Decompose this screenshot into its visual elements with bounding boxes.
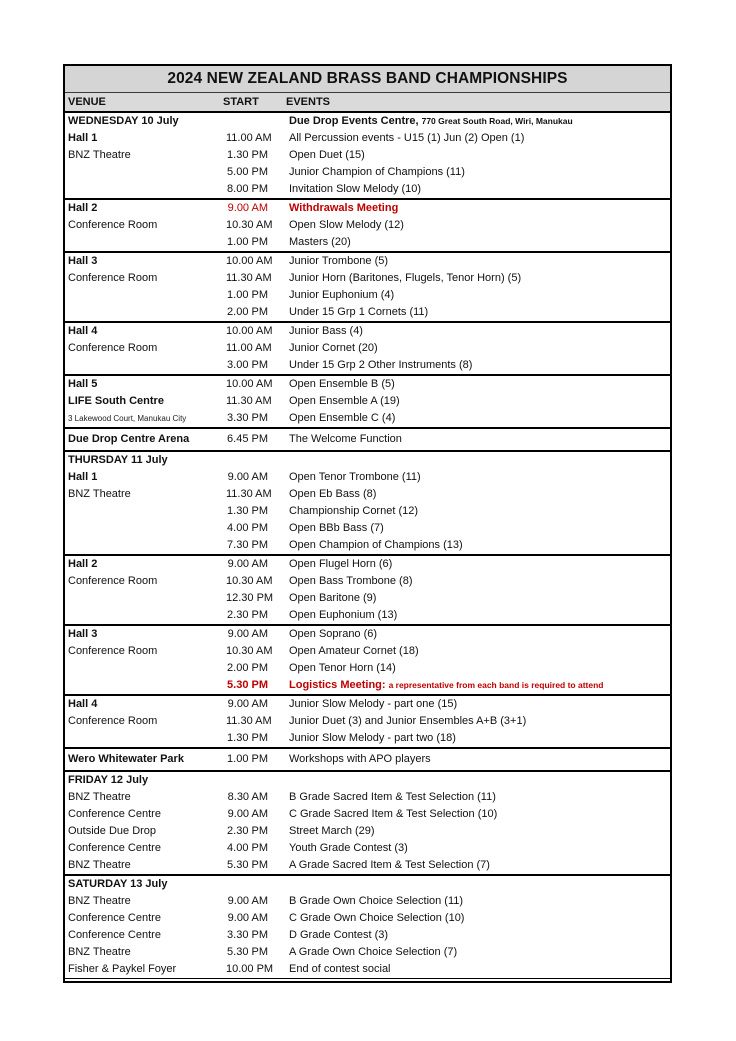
event-text: Street March (29) xyxy=(289,825,375,837)
start-time-cell: 9.00 AM xyxy=(227,202,268,214)
schedule-row xyxy=(65,696,670,713)
event-text: Open Amateur Cornet (18) xyxy=(289,645,419,657)
start-time-cell: 3.30 PM xyxy=(227,929,268,941)
start-time-cell: 9.00 AM xyxy=(227,471,268,483)
event-cell xyxy=(268,287,670,304)
schedule-row xyxy=(65,340,670,357)
event-cell xyxy=(268,520,670,537)
schedule-row xyxy=(65,253,670,270)
schedule-row xyxy=(65,304,670,321)
schedule-row xyxy=(65,270,670,287)
start-time-cell: 8.00 PM xyxy=(227,183,268,195)
start-time-cell: 9.00 AM xyxy=(227,698,268,710)
event-cell xyxy=(268,469,670,486)
schedule-row xyxy=(65,431,670,448)
schedule-row xyxy=(65,660,670,677)
schedule-row xyxy=(65,130,670,147)
event-text: B Grade Sacred Item & Test Selection (11) xyxy=(289,791,496,803)
event-cell xyxy=(268,823,670,840)
event-text: Open Duet (15) xyxy=(289,149,365,161)
schedule-section xyxy=(65,113,670,200)
event-text: Workshops with APO players xyxy=(289,753,431,765)
event-text: Masters (20) xyxy=(289,236,351,248)
event-text: Junior Bass (4) xyxy=(289,325,363,337)
schedule-row xyxy=(65,113,670,130)
event-text: Open Ensemble B (5) xyxy=(289,378,395,390)
event-cell xyxy=(268,840,670,857)
start-time-cell: 12.30 PM xyxy=(226,592,274,604)
schedule-row xyxy=(65,323,670,340)
start-time-cell: 9.00 AM xyxy=(227,808,268,820)
event-text: A Grade Own Choice Selection (7) xyxy=(289,946,458,958)
schedule-row xyxy=(65,944,670,961)
venue-cell: Conference Room xyxy=(68,575,158,587)
venue-cell: Conference Centre xyxy=(68,842,161,854)
schedule-row xyxy=(65,376,670,393)
event-cell xyxy=(268,893,670,910)
start-time-cell: 10.30 AM xyxy=(226,219,273,231)
start-time-cell: 3.00 PM xyxy=(227,359,268,371)
start-time-cell: 5.30 PM xyxy=(227,859,268,871)
event-cell xyxy=(268,927,670,944)
event-cell xyxy=(268,393,670,410)
start-time-cell: 1.00 PM xyxy=(227,236,268,248)
event-cell xyxy=(268,376,670,393)
event-cell xyxy=(268,147,670,164)
event-text: End of contest social xyxy=(289,963,391,975)
start-time-cell: 1.30 PM xyxy=(227,732,268,744)
start-time-cell: 5.30 PM xyxy=(227,946,268,958)
event-text: C Grade Own Choice Selection (10) xyxy=(289,912,465,924)
venue-cell: BNZ Theatre xyxy=(68,859,131,871)
start-time-cell: 11.00 AM xyxy=(226,132,272,144)
schedule-row xyxy=(65,789,670,806)
start-time-cell: 10.00 AM xyxy=(226,255,273,267)
schedule-section xyxy=(65,772,670,876)
schedule-row xyxy=(65,486,670,503)
event-cell xyxy=(268,304,670,321)
schedule-row xyxy=(65,927,670,944)
event-text: A Grade Sacred Item & Test Selection (7) xyxy=(289,859,490,871)
schedule-row xyxy=(65,287,670,304)
start-time-cell: 10.00 AM xyxy=(226,378,273,390)
start-time-cell: 9.00 AM xyxy=(227,558,268,570)
schedule-row xyxy=(65,520,670,537)
event-text: Open Ensemble C (4) xyxy=(289,412,396,424)
event-cell xyxy=(268,217,670,234)
schedule-section xyxy=(65,429,670,452)
event-text: The Welcome Function xyxy=(289,433,402,445)
event-text: Junior Horn (Baritones, Flugels, Tenor Horn) (5) xyxy=(289,272,522,284)
venue-cell: Conference Room xyxy=(68,342,158,354)
event-text: Junior Trombone (5) xyxy=(289,255,389,267)
schedule-section xyxy=(65,749,670,772)
venue-cell: SATURDAY 13 July xyxy=(68,878,168,890)
schedule-row xyxy=(65,607,670,624)
column-header-venue: VENUE xyxy=(68,96,106,108)
event-text: Open BBb Bass (7) xyxy=(289,522,384,534)
event-text: Junior Cornet (20) xyxy=(289,342,378,354)
schedule-row xyxy=(65,410,670,427)
event-cell xyxy=(268,181,670,198)
schedule-row xyxy=(65,876,670,893)
schedule-row xyxy=(65,181,670,198)
event-note: 770 Great South Road, Wiri, Manukau xyxy=(421,116,573,126)
column-header-row xyxy=(65,93,670,113)
venue-cell: FRIDAY 12 July xyxy=(68,774,149,786)
schedule-body xyxy=(65,113,670,979)
venue-cell: Hall 2 xyxy=(68,558,98,570)
start-time-cell: 7.30 PM xyxy=(227,539,268,551)
start-time-cell: 1.30 PM xyxy=(227,505,268,517)
event-text: Open Euphonium (13) xyxy=(289,609,398,621)
venue-cell: Hall 3 xyxy=(68,255,98,267)
schedule-row xyxy=(65,393,670,410)
schedule-row xyxy=(65,573,670,590)
schedule-row xyxy=(65,910,670,927)
venue-cell: Hall 2 xyxy=(68,202,98,214)
event-cell xyxy=(268,270,670,287)
event-cell xyxy=(268,713,670,730)
schedule-row xyxy=(65,503,670,520)
start-time-cell: 9.00 AM xyxy=(227,628,268,640)
schedule-row xyxy=(65,147,670,164)
schedule-section xyxy=(65,200,670,253)
event-cell xyxy=(268,961,670,978)
schedule-section xyxy=(65,323,670,376)
schedule-section xyxy=(65,626,670,696)
schedule-row xyxy=(65,643,670,660)
venue-cell: BNZ Theatre xyxy=(68,895,131,907)
event-cell xyxy=(268,944,670,961)
event-cell xyxy=(268,431,670,448)
start-time-cell: 3.30 PM xyxy=(227,412,268,424)
start-time-cell: 1.00 PM xyxy=(227,289,268,301)
event-cell xyxy=(268,323,670,340)
event-cell xyxy=(268,357,670,374)
schedule-row xyxy=(65,556,670,573)
schedule-row xyxy=(65,823,670,840)
event-cell xyxy=(268,607,670,624)
venue-cell: Conference Room xyxy=(68,272,158,284)
start-time-cell: 8.30 AM xyxy=(227,791,268,803)
event-text: Junior Duet (3) and Junior Ensembles A+B (3+1) xyxy=(289,715,527,727)
schedule-section xyxy=(65,556,670,626)
event-cell xyxy=(268,677,670,694)
start-time-cell: 2.30 PM xyxy=(227,825,268,837)
event-cell xyxy=(268,751,670,768)
start-time-cell: 9.00 AM xyxy=(227,895,268,907)
event-cell xyxy=(268,200,670,217)
event-text: D Grade Contest (3) xyxy=(289,929,389,941)
event-text: Open Eb Bass (8) xyxy=(289,488,377,500)
start-time-cell: 2.00 PM xyxy=(227,306,268,318)
schedule-row xyxy=(65,357,670,374)
event-text: Due Drop Events Centre, xyxy=(289,115,419,127)
venue-cell: Wero Whitewater Park xyxy=(68,753,184,765)
schedule-section xyxy=(65,376,670,429)
start-time-cell: 5.30 PM xyxy=(227,679,268,691)
start-time-cell: 10.30 AM xyxy=(226,645,273,657)
event-cell xyxy=(268,789,670,806)
start-time-cell: 1.30 PM xyxy=(227,149,268,161)
start-time-cell: 10.00 AM xyxy=(226,325,273,337)
start-time-cell: 10.00 PM xyxy=(226,963,274,975)
start-time-cell: 9.00 AM xyxy=(227,912,268,924)
event-text: Open Baritone (9) xyxy=(289,592,377,604)
event-cell xyxy=(268,234,670,251)
schedule-section xyxy=(65,452,670,556)
start-time-cell: 11.00 AM xyxy=(226,342,272,354)
event-text: Open Slow Melody (12) xyxy=(289,219,404,231)
venue-cell: Hall 4 xyxy=(68,698,98,710)
venue-cell: WEDNESDAY 10 July xyxy=(68,115,179,127)
venue-cell: BNZ Theatre xyxy=(68,946,131,958)
event-text: B Grade Own Choice Selection (11) xyxy=(289,895,464,907)
schedule-row xyxy=(65,772,670,789)
schedule-row xyxy=(65,217,670,234)
event-text: Open Bass Trombone (8) xyxy=(289,575,413,587)
event-cell xyxy=(268,573,670,590)
event-text: Open Champion of Champions (13) xyxy=(289,539,463,551)
event-cell xyxy=(268,696,670,713)
schedule-row xyxy=(65,537,670,554)
start-time-cell: 10.30 AM xyxy=(226,575,273,587)
venue-cell: THURSDAY 11 July xyxy=(68,454,168,466)
page-title: 2024 NEW ZEALAND BRASS BAND CHAMPIONSHIPS xyxy=(65,66,670,93)
schedule-row xyxy=(65,806,670,823)
schedule-row xyxy=(65,961,670,978)
event-cell xyxy=(268,486,670,503)
event-cell xyxy=(268,253,670,270)
event-text: C Grade Sacred Item & Test Selection (10) xyxy=(289,808,498,820)
schedule-row xyxy=(65,677,670,694)
event-cell xyxy=(268,537,670,554)
venue-cell: Conference Centre xyxy=(68,808,161,820)
schedule-row xyxy=(65,893,670,910)
column-header-events: EVENTS xyxy=(286,96,331,108)
event-cell xyxy=(268,857,670,874)
event-cell xyxy=(268,164,670,181)
venue-cell: BNZ Theatre xyxy=(68,791,131,803)
event-cell xyxy=(268,660,670,677)
schedule-row xyxy=(65,234,670,251)
venue-cell: Outside Due Drop xyxy=(68,825,157,837)
event-note: a representative from each band is required to attend xyxy=(388,680,604,690)
column-header-start: START xyxy=(223,96,259,108)
event-cell xyxy=(268,556,670,573)
event-cell xyxy=(268,410,670,427)
venue-cell: BNZ Theatre xyxy=(68,149,131,161)
start-time-cell: 2.00 PM xyxy=(227,662,268,674)
start-time-cell: 1.00 PM xyxy=(227,753,268,765)
event-text: Junior Champion of Champions (11) xyxy=(289,166,465,178)
schedule-row xyxy=(65,469,670,486)
event-cell xyxy=(268,113,670,130)
schedule-section xyxy=(65,876,670,979)
event-cell xyxy=(268,503,670,520)
event-text: Withdrawals Meeting xyxy=(289,202,399,214)
schedule-row xyxy=(65,590,670,607)
start-time-cell: 2.30 PM xyxy=(227,609,268,621)
venue-cell: LIFE South Centre xyxy=(68,395,164,407)
start-time-cell: 11.30 AM xyxy=(226,395,272,407)
venue-cell: BNZ Theatre xyxy=(68,488,131,500)
schedule-row xyxy=(65,626,670,643)
event-cell xyxy=(268,130,670,147)
event-text: Open Soprano (6) xyxy=(289,628,378,640)
venue-cell: 3 Lakewood Court, Manukau City xyxy=(68,414,187,423)
event-text: Junior Euphonium (4) xyxy=(289,289,395,301)
start-time-cell: 11.30 AM xyxy=(226,272,272,284)
start-time-cell: 11.30 AM xyxy=(226,715,272,727)
schedule-table xyxy=(63,64,672,983)
venue-cell: Conference Room xyxy=(68,715,158,727)
schedule-row xyxy=(65,857,670,874)
event-text: Open Ensemble A (19) xyxy=(289,395,400,407)
venue-cell: Hall 3 xyxy=(68,628,98,640)
schedule-row xyxy=(65,840,670,857)
event-text: Junior Slow Melody - part two (18) xyxy=(289,732,456,744)
schedule-row xyxy=(65,452,670,469)
event-text: All Percussion events - U15 (1) Jun (2) Open (1) xyxy=(289,132,525,144)
venue-cell: Hall 1 xyxy=(68,471,98,483)
event-text: Under 15 Grp 1 Cornets (11) xyxy=(289,306,429,318)
schedule-row xyxy=(65,200,670,217)
event-text: Championship Cornet (12) xyxy=(289,505,419,517)
schedule-row xyxy=(65,730,670,747)
event-cell xyxy=(268,730,670,747)
start-time-cell: 11.30 AM xyxy=(226,488,272,500)
schedule-section xyxy=(65,696,670,749)
venue-cell: Due Drop Centre Arena xyxy=(68,433,190,445)
schedule-section xyxy=(65,253,670,323)
start-time-cell: 4.00 PM xyxy=(227,522,268,534)
event-cell xyxy=(268,626,670,643)
event-text: Logistics Meeting: xyxy=(289,679,386,691)
venue-cell: Conference Centre xyxy=(68,929,161,941)
event-text: Open Tenor Trombone (11) xyxy=(289,471,421,483)
event-cell xyxy=(268,643,670,660)
venue-cell: Conference Centre xyxy=(68,912,161,924)
venue-cell: Conference Room xyxy=(68,645,158,657)
venue-cell: Fisher & Paykel Foyer xyxy=(68,963,177,975)
event-cell xyxy=(268,340,670,357)
schedule-row xyxy=(65,164,670,181)
venue-cell: Conference Room xyxy=(68,219,158,231)
start-time-cell: 6.45 PM xyxy=(227,433,268,445)
start-time-cell: 4.00 PM xyxy=(227,842,268,854)
schedule-row xyxy=(65,713,670,730)
event-cell xyxy=(268,590,670,607)
venue-cell: Hall 1 xyxy=(68,132,98,144)
schedule-row xyxy=(65,751,670,768)
event-text: Youth Grade Contest (3) xyxy=(289,842,408,854)
event-text: Open Tenor Horn (14) xyxy=(289,662,396,674)
venue-cell: Hall 5 xyxy=(68,378,98,390)
event-text: Under 15 Grp 2 Other Instruments (8) xyxy=(289,359,473,371)
event-text: Invitation Slow Melody (10) xyxy=(289,183,422,195)
start-time-cell: 5.00 PM xyxy=(227,166,268,178)
event-text: Open Flugel Horn (6) xyxy=(289,558,393,570)
event-cell xyxy=(268,910,670,927)
venue-cell: Hall 4 xyxy=(68,325,98,337)
event-cell xyxy=(268,806,670,823)
event-text: Junior Slow Melody - part one (15) xyxy=(289,698,458,710)
